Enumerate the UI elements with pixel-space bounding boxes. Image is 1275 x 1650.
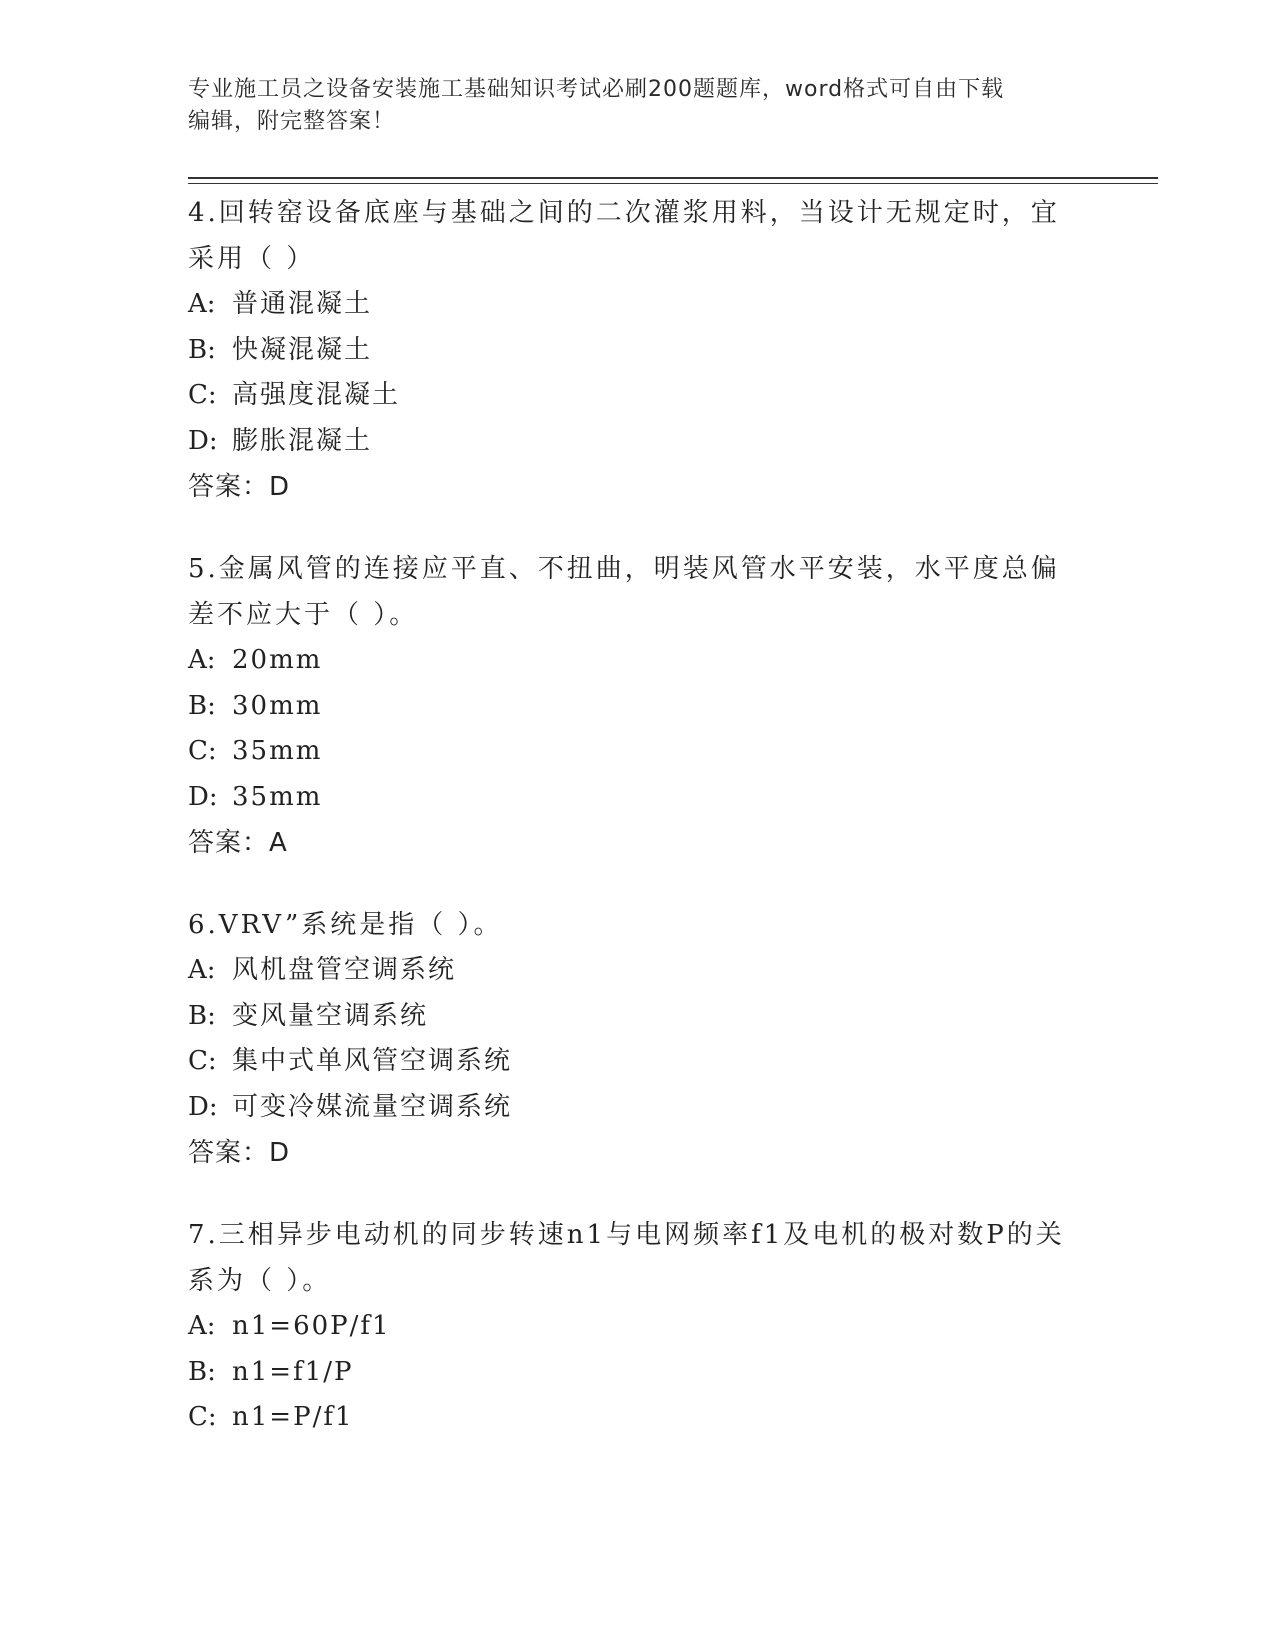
- option-text: 普通混凝土: [232, 289, 373, 319]
- question-text: 7.三相异步电动机的同步转速n1与电网频率f1及电机的极对数P的关系为（ ）。: [188, 1220, 1065, 1296]
- option-c: [188, 1395, 1088, 1441]
- option-label: C:: [188, 1402, 217, 1432]
- option-a: [188, 282, 1088, 328]
- option-label: A:: [188, 645, 216, 675]
- option-label: D:: [188, 1091, 218, 1122]
- option-label: D:: [188, 781, 218, 812]
- header-line-1: 专业施工员之设备安装施工基础知识考试必刷200题题库，word格式可自由下载: [188, 77, 1005, 102]
- header-divider-thin: [188, 183, 1158, 184]
- answer-line: 答案：D: [188, 472, 291, 502]
- document-header: [188, 74, 1088, 138]
- option-text: n1=60P/f1: [232, 1311, 391, 1341]
- option-text: 变风量空调系统: [232, 1000, 429, 1031]
- header-line-2: 编辑，附完整答案！: [188, 109, 396, 134]
- option-label: B:: [188, 1000, 216, 1031]
- option-label: D:: [188, 425, 218, 456]
- option-text: n1=f1/P: [232, 1356, 354, 1387]
- option-label: B:: [188, 1356, 216, 1387]
- answer-line: 答案：D: [188, 1138, 291, 1168]
- question-list: [188, 190, 1088, 1477]
- option-text: 快凝混凝土: [232, 334, 373, 365]
- option-text: 30mm: [232, 690, 323, 721]
- option-a: [188, 948, 1088, 994]
- option-b: [188, 684, 1088, 730]
- option-label: C:: [188, 380, 217, 410]
- option-a: [188, 638, 1088, 684]
- option-text: 35mm: [232, 781, 323, 812]
- question-text: 4.回转窑设备底座与基础之间的二次灌浆用料，当设计无规定时，宜采用（ ）: [188, 198, 1060, 274]
- option-b: [188, 328, 1088, 374]
- option-text: 集中式单风管空调系统: [232, 1046, 513, 1076]
- option-c: [188, 729, 1088, 775]
- question-7: [188, 1212, 1088, 1441]
- option-label: C:: [188, 1046, 217, 1076]
- option-c: [188, 1039, 1088, 1085]
- option-text: 膨胀混凝土: [232, 425, 373, 456]
- option-label: A:: [188, 1311, 216, 1341]
- answer-line: 答案：A: [188, 828, 288, 858]
- option-d: [188, 419, 1088, 465]
- option-text: 20mm: [232, 645, 323, 675]
- question-6: [188, 902, 1088, 1176]
- option-text: 风机盘管空调系统: [232, 955, 457, 985]
- option-text: n1=P/f1: [232, 1402, 354, 1432]
- option-a: [188, 1304, 1088, 1350]
- question-text: 5.金属风管的连接应平直、不扭曲，明装风管水平安装，水平度总偏差不应大于（ ）。: [188, 554, 1060, 630]
- option-d: [188, 775, 1088, 821]
- option-text: 高强度混凝土: [232, 380, 401, 410]
- option-b: [188, 994, 1088, 1040]
- option-label: C:: [188, 736, 217, 766]
- option-text: 可变冷媒流量空调系统: [232, 1091, 513, 1122]
- question-4: [188, 190, 1088, 510]
- question-text: 6.VRV”系统是指（ ）。: [188, 910, 503, 940]
- option-d: [188, 1085, 1088, 1131]
- question-5: [188, 546, 1088, 866]
- option-label: A:: [188, 289, 216, 319]
- option-b: [188, 1350, 1088, 1396]
- header-divider-thick: [188, 177, 1158, 179]
- option-label: B:: [188, 690, 216, 721]
- option-label: A:: [188, 955, 216, 985]
- option-text: 35mm: [232, 736, 323, 766]
- option-label: B:: [188, 334, 216, 365]
- option-c: [188, 373, 1088, 419]
